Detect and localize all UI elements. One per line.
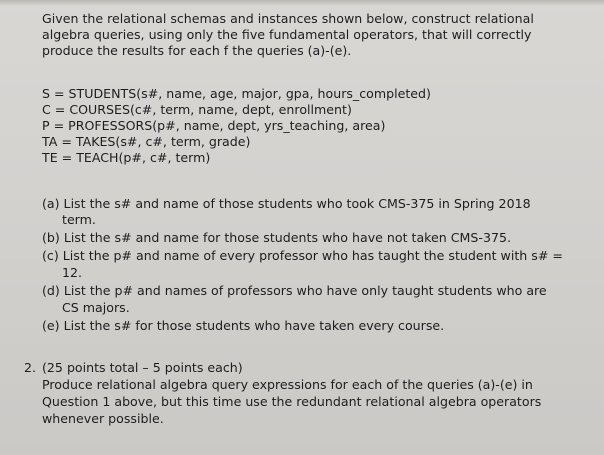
schema-students: S = STUDENTS(s#, name, age, major, gpa, hours_completed)	[42, 86, 431, 101]
question-2-line-3: Question 1 above, but this time use the redundant relational algebra operators	[42, 394, 542, 409]
query-a-line-1: (a) List the s# and name of those students who took CMS-375 in Spring 2018	[42, 196, 531, 211]
question-2-number: 2.	[24, 360, 37, 375]
schema-professors: P = PROFESSORS(p#, name, dept, yrs_teaching, area)	[42, 118, 386, 133]
query-d-line-1: (d) List the p# and names of professors who have only taught students who are	[42, 283, 547, 298]
query-c-line-2: 12.	[62, 265, 83, 280]
intro-line-1: Given the relational schemas and instances shown below, construct relational	[42, 11, 534, 26]
question-2-line-1: (25 points total – 5 points each)	[42, 360, 243, 375]
intro-line-3: produce the results for each f the queries (a)-(e).	[42, 43, 352, 58]
query-b-line-1: (b) List the s# and name for those students who have not taken CMS-375.	[42, 230, 512, 245]
query-c-line-1: (c) List the p# and name of every professor who has taught the student with s# =	[42, 248, 563, 263]
page-edge-shadow	[0, 0, 604, 6]
question-2-line-2: Produce relational algebra query expressions for each of the queries (a)-(e) in	[42, 377, 533, 392]
question-2-line-4: whenever possible.	[42, 411, 164, 426]
intro-line-2: algebra queries, using only the five fundamental operators, that will correctly	[42, 27, 532, 42]
query-a-line-2: term.	[62, 212, 96, 227]
schema-courses: C = COURSES(c#, term, name, dept, enrollment)	[42, 102, 352, 117]
query-e-line-1: (e) List the s# for those students who have taken every course.	[42, 318, 445, 333]
schema-takes: TA = TAKES(s#, c#, term, grade)	[42, 134, 251, 149]
query-d-line-2: CS majors.	[62, 300, 130, 315]
schema-teach: TE = TEACH(p#, c#, term)	[42, 150, 211, 165]
